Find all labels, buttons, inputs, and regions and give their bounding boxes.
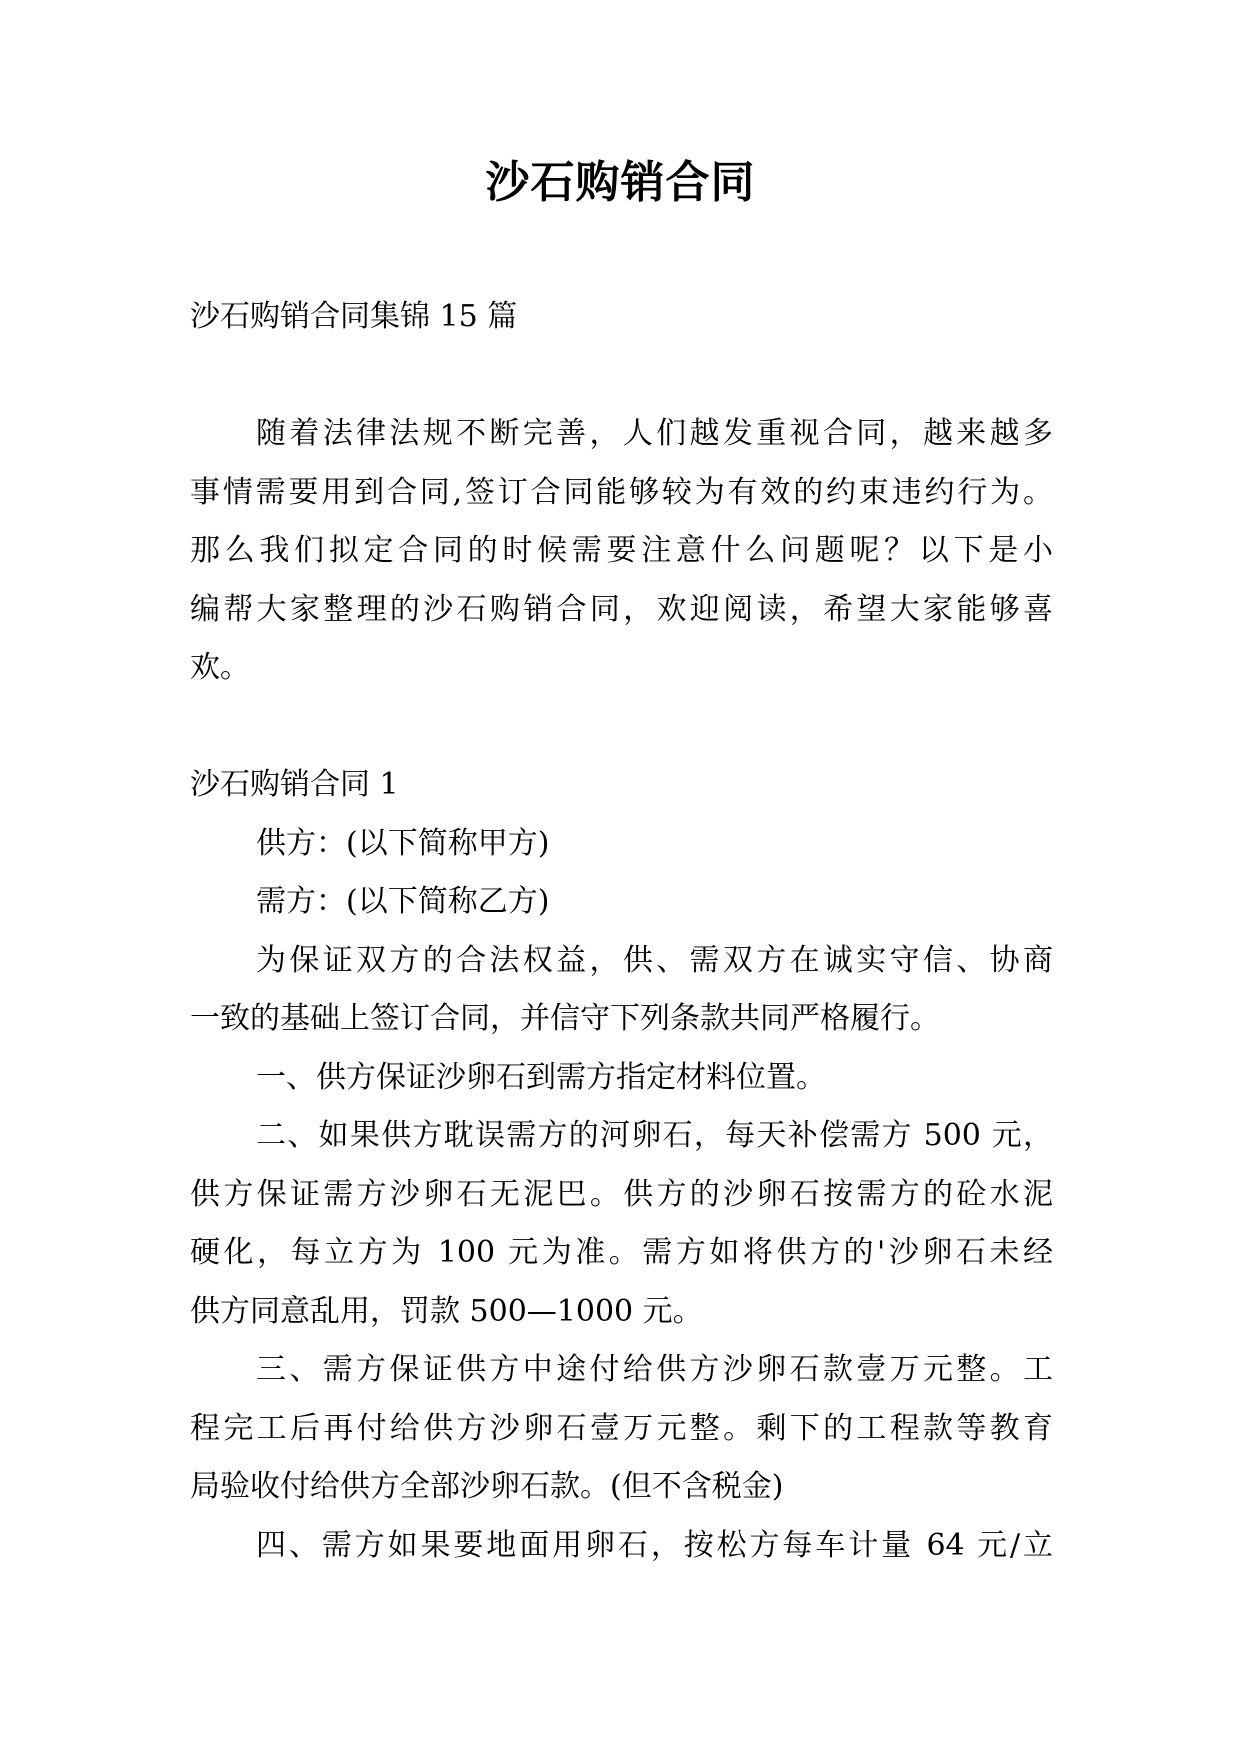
document-body: [190, 288, 1053, 1575]
document-title: 沙石购销合同: [485, 157, 756, 208]
intro-line: 那么我们拟定合同的时候需要注意什么问题呢？以下是小: [190, 533, 1053, 568]
clause-line: 硬化，每立方为 100 元为准。需方如将供方的'沙卵石未经: [190, 1235, 1053, 1270]
section-heading: 沙石购销合同 1: [190, 767, 399, 802]
clause-line: 局验收付给供方全部沙卵石款。(但不含税金): [190, 1469, 784, 1504]
clause-line: 供方同意乱用，罚款 500—1000 元。: [190, 1293, 703, 1329]
intro-paragraph: [190, 405, 1053, 698]
buyer-line: 需方：(以下简称乙方): [256, 884, 550, 919]
intro-line: 编帮大家整理的沙石购销合同，欢迎阅读，希望大家能够喜: [190, 591, 1053, 627]
clause-line: 一、供方保证沙卵石到需方指定材料位置。: [256, 1059, 826, 1095]
clause-line: 四、需方如果要地面用卵石，按松方每车计量 64 元/立: [256, 1527, 1053, 1563]
intro-line: 事情需要用到合同,签订合同能够较为有效的约束违约行为。: [190, 474, 1053, 510]
blank-line: [190, 347, 1053, 406]
clause-3: [190, 1341, 1053, 1517]
clause-1: [190, 1049, 1053, 1108]
intro-line: 欢。: [190, 650, 250, 685]
clause-line: 程完工后再付给供方沙卵石壹万元整。剩下的工程款等教育: [190, 1410, 1053, 1446]
clause-line: 三、需方保证供方中途付给供方沙卵石款壹万元整。工: [256, 1352, 1053, 1387]
preamble-line: 为保证双方的合法权益，供、需双方在诚实守信、协商: [256, 942, 1053, 978]
blank-line: [190, 698, 1053, 757]
clause-line: 供方保证需方沙卵石无泥巴。供方的沙卵石按需方的砼水泥: [190, 1176, 1053, 1212]
clause-2: [190, 1107, 1053, 1341]
clause-4: [190, 1517, 1053, 1576]
preamble-paragraph: [190, 932, 1053, 1049]
supplier-line: 供方：(以下简称甲方): [256, 825, 550, 861]
document-subtitle: 沙石购销合同集锦 15 篇: [190, 299, 518, 334]
preamble-line: 一致的基础上签订合同，并信守下列条款共同严格履行。: [190, 1001, 940, 1036]
clause-line: 二、如果供方耽误需方的河卵石，每天补偿需方 500 元，: [256, 1118, 1053, 1153]
intro-line: 随着法律法规不断完善，人们越发重视合同，越来越多: [256, 416, 1053, 451]
